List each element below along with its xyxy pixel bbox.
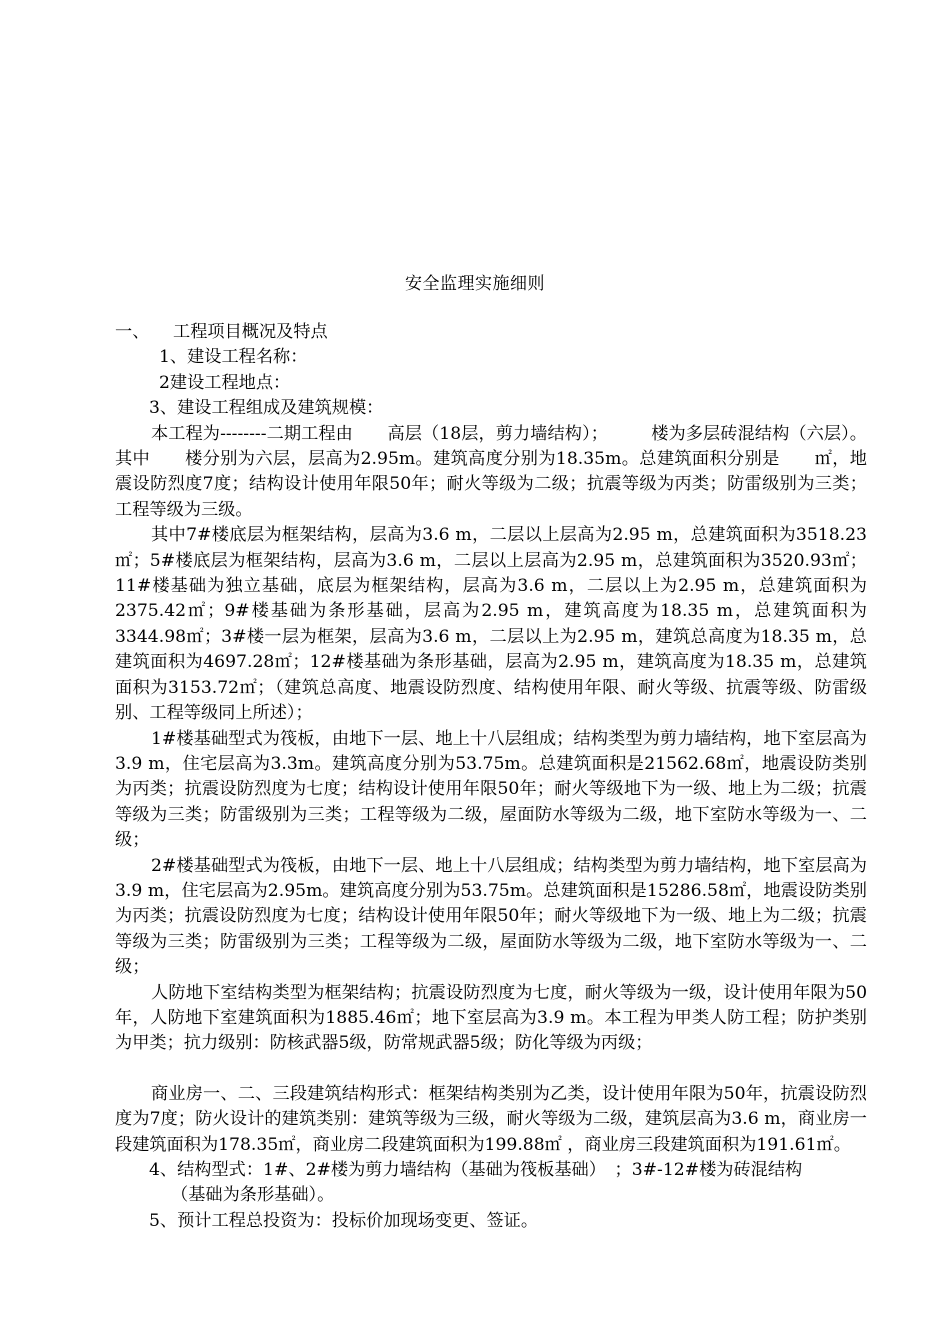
paragraph-overview: 本工程为--------二期工程由 高层（18层，剪力墙结构）； 楼为多层砖混结构（六层）。其中 楼分别为六层，层高为2.95m。建筑高度分别为18.35m。总建筑面积分别是 ㎡，地震设防烈度7度；结构设计使用年限50年；耐火等级为二级；抗震等级为丙类；防雷级别为三类；工程等级为三级。 (115, 423, 867, 520)
section-number: 一、 (115, 322, 150, 342)
item-structure-type: 4、结构型式：1#、2#楼为剪力墙结构（基础为筏板基础） ；3#-12#楼为砖混结构 (149, 1160, 803, 1180)
item-project-scale: 3、建设工程组成及建筑规模： (149, 398, 384, 419)
blank-line (115, 1057, 867, 1082)
document-body (115, 320, 867, 1234)
paragraph-building-1: 1#楼基础型式为筏板，由地下一层、地上十八层组成；结构类型为剪力墙结构，地下室层高为3.9 m，住宅层高为3.3m。建筑高度分别为53.75m。总建筑面积是21562.68㎡，地震设防类别为丙类；抗震设防烈度为七度；结构设计使用年限50年；耐火等级地下为一级、地上为二级；抗震等级为三类；防雷级别为三类；工程等级为二级，屋面防水等级为二级，地下室防水等级为一、二级； (115, 728, 867, 851)
item-project-location: 2建设工程地点： (159, 372, 291, 393)
section-title: 工程项目概况及特点 (173, 322, 328, 342)
paragraph-building-2: 2#楼基础型式为筏板，由地下一层、地上十八层组成；结构类型为剪力墙结构，地下室层高为3.9 m，住宅层高为2.95m。建筑高度分别为53.75m。总建筑面积是15286.58㎡，地震设防类别为丙类；抗震设防烈度为七度；结构设计使用年限50年；耐火等级地下为一级、地上为二级；抗震等级为三类；防雷级别为三类；工程等级为二级，屋面防水等级为二级，地下室防水等级为一、二级； (115, 855, 867, 978)
item-structure-type-continued: （基础为条形基础）。 (171, 1185, 335, 1206)
document-title: 安全监理实施细则 (405, 274, 545, 294)
paragraph-civil-defense: 人防地下室结构类型为框架结构；抗震设防烈度为七度，耐火等级为一级，设计使用年限为50年，人防地下室建筑面积为1885.46㎡；地下室层高为3.9 m。本工程为甲类人防工程；防护类别为甲类；抗力级别：防核武器5级，防常规武器5级；防化等级为丙级； (115, 982, 867, 1054)
paragraph-commercial: 商业房一、二、三段建筑结构形式：框架结构类别为乙类，设计使用年限为50年，抗震设防烈度为7度；防火设计的建筑类别：建筑等级为三级，耐火等级为二级，建筑层高为3.6 m，商业房一段建筑面积为178.35㎡，商业房二段建筑面积为199.88㎡ ，商业房三段建筑面积为191.61㎡。 (115, 1083, 867, 1155)
paragraph-buildings-detail: 其中7#楼底层为框架结构，层高为3.6 m，二层以上层高为2.95 m，总建筑面积为3518.23㎡；5#楼底层为框架结构，层高为3.6 m，二层以上层高为2.95 m，总建筑面积为3520.93㎡；11#楼基础为独立基础，底层为框架结构，层高为3.6 m，二层以上为2.95 m，总建筑面积为2375.42㎡；9#楼基础为条形基础，层高为2.95 m，建筑高度为18.35 m，总建筑面积为3344.98㎡；3#楼一层为框架，层高为3.6 m，二层以上为2.95 m，建筑总高度为18.35 m，总建筑面积为4697.28㎡；12#楼基础为条形基础，层高为2.95 m，建筑高度为18.35 m，总建筑面积为3153.72㎡；（建筑总高度、地震设防烈度、结构使用年限、耐火等级、抗震等级、防雷级别、工程等级同上所述）； (115, 525, 867, 724)
item-investment: 5、预计工程总投资为：投标价加现场变更、签证。 (149, 1210, 539, 1231)
item-project-name: 1、建设工程名称： (159, 347, 308, 368)
section-heading (115, 320, 867, 345)
